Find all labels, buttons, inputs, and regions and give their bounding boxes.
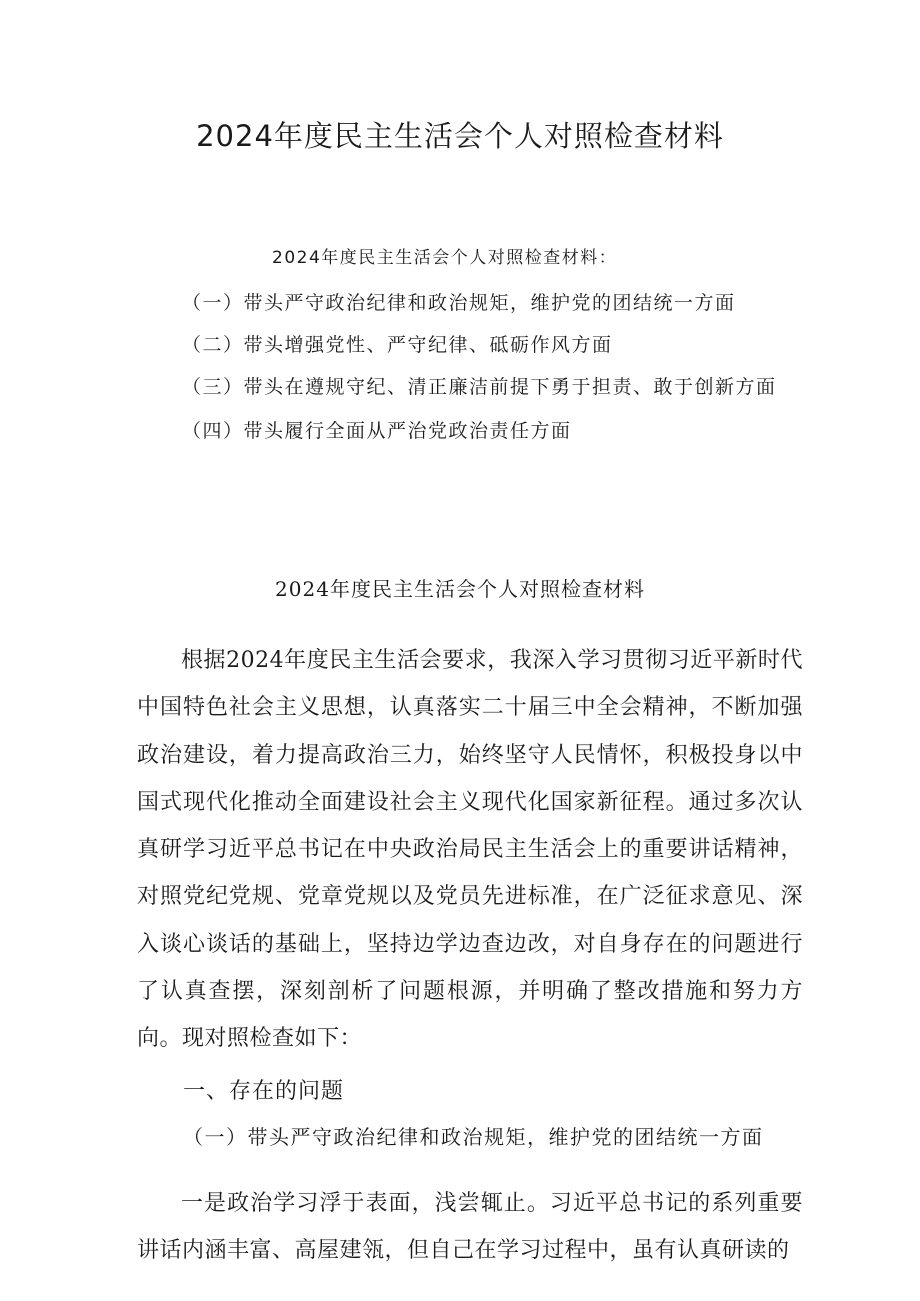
document-title: 2024年度民主生活会个人对照检查材料: [196, 119, 724, 153]
paragraph-political-study: 一是政治学习浮于表面，浅尝辄止。习近平总书记的系列重要讲话内涵丰富、高屋建瓴，但自己在学习过程中，虽有认真研读的: [137, 1191, 803, 1263]
heading-problems: 一、存在的问题: [183, 1079, 345, 1104]
subheading-political-discipline: （一）带头严守政治纪律和政治规矩，维护党的团结统一方面: [183, 1125, 764, 1149]
toc-item-3: （三）带头在遵规守纪、清正廉洁前提下勇于担责、敢于创新方面: [182, 376, 777, 398]
intro-paragraph: 根据2024年度民主生活会要求，我深入学习贯彻习近平新时代中国特色社会主义思想，认真落实二十届三中全会精神，不断加强政治建设，着力提高政治三力，始终坚守人民情怀，积极投身以中国式现代化推动全面建设社会主义现代化国家新征程。通过多次认真研学习近平总书记在中央政治局民主生活会上的重要讲话精神，对照党纪党规、党章党规以及党员先进标准，在广泛征求意见、深入谈心谈话的基础上，坚持边学边查边改，对自身存在的问题进行了认真查摆，深刻剖析了问题根源，并明确了整改措施和努力方向。现对照检查如下：: [137, 648, 803, 1052]
section-title: 2024年度民主生活会个人对照检查材料: [275, 577, 645, 601]
toc-item-1: （一）带头严守政治纪律和政治规矩，维护党的团结统一方面: [182, 292, 736, 314]
toc-item-4: （四）带头履行全面从严治党政治责任方面: [182, 420, 572, 442]
toc-item-2: （二）带头增强党性、严守纪律、砥砺作风方面: [182, 334, 613, 356]
toc-heading: 2024年度民主生活会个人对照检查材料：: [272, 248, 618, 268]
